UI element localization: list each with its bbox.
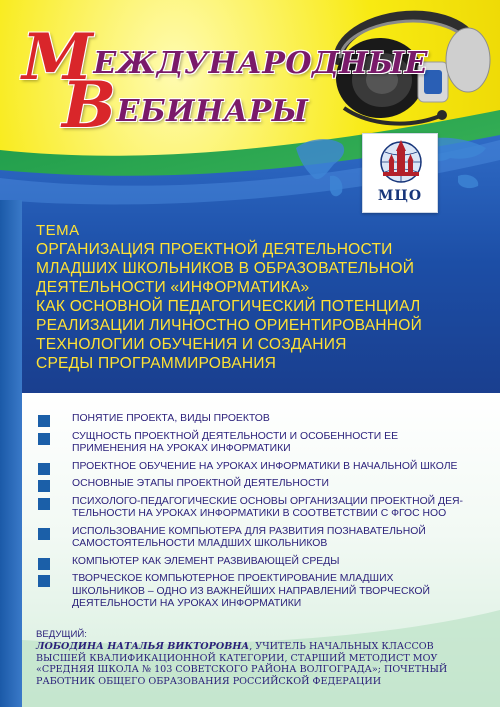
host-info: [36, 641, 476, 687]
host-line: «СРЕДНЯЯ ШКОЛА № 103 СОВЕТСКОГО РАЙОНА ВОЛГОГРАДА»; ПОЧЕТНЫЙ: [36, 664, 448, 676]
agenda-item-text: СУЩНОСТЬ ПРОЕКТНОЙ ДЕЯТЕЛЬНОСТИ И ОСОБЕННОСТИ ЕЕ: [72, 430, 399, 442]
host-line: [36, 641, 476, 653]
title-rest-2: ЕБИНАРЫ: [116, 94, 309, 129]
topic-line: ДЕЯТЕЛЬНОСТИ «ИНФОРМАТИКА»: [36, 279, 310, 296]
logo-text: МЦО: [377, 188, 423, 204]
host-name: ЛОБОДИНА НАТАЛЬЯ ВИКТОРОВНА: [36, 641, 250, 652]
agenda-list: [36, 413, 476, 616]
agenda-item: [36, 461, 476, 474]
title-initial-2: В: [62, 68, 117, 143]
agenda-item: [36, 573, 476, 611]
organization-logo: [362, 133, 438, 213]
title-rest-1: ЕЖДУНАРОДНЫЕ: [93, 46, 428, 81]
agenda-item-text: САМОСТОЯТЕЛЬНОСТИ МЛАДШИХ ШКОЛЬНИКОВ: [72, 538, 328, 549]
kremlin-globe-icon: [371, 138, 431, 184]
bullet-square-icon: [38, 463, 50, 475]
topic-label: ТЕМА: [36, 222, 80, 239]
topic-line: РЕАЛИЗАЦИИ ЛИЧНОСТНО ОРИЕНТИРОВАННОЙ: [36, 317, 422, 334]
host-label: ВЕДУЩИЙ:: [36, 629, 87, 640]
topic-line: СРЕДЫ ПРОГРАММИРОВАНИЯ: [36, 355, 277, 372]
topic-line: ТЕХНОЛОГИИ ОБУЧЕНИЯ И СОЗДАНИЯ: [36, 336, 347, 353]
host-line: ВЫСШЕЙ КВАЛИФИКАЦИОННОЙ КАТЕГОРИИ, СТАРШИЙ МЕТОДИСТ МОУ: [36, 652, 438, 664]
host-position: , УЧИТЕЛЬ НАЧАЛЬНЫХ КЛАССОВ: [249, 641, 434, 652]
agenda-item-text: КОМПЬЮТЕР КАК ЭЛЕМЕНТ РАЗВИВАЮЩЕЙ СРЕДЫ: [72, 555, 340, 567]
bullet-square-icon: [38, 575, 50, 587]
host-line: РАБОТНИК ОБЩЕГО ОБРАЗОВАНИЯ РОССИЙСКОЙ ФЕДЕРАЦИИ: [36, 675, 382, 687]
agenda-item-text: ПРОЕКТНОЕ ОБУЧЕНИЕ НА УРОКАХ ИНФОРМАТИКИ В НАЧАЛЬНОЙ ШКОЛЕ: [72, 460, 458, 472]
agenda-item: [36, 496, 476, 521]
agenda-item-text: ДЕЯТЕЛЬНОСТИ НА УРОКАХ ИНФОРМАТИКИ: [72, 598, 302, 609]
agenda-item-text: ТВОРЧЕСКОЕ КОМПЬЮТЕРНОЕ ПРОЕКТИРОВАНИЕ МЛАДШИХ: [72, 573, 394, 584]
topic-line: МЛАДШИХ ШКОЛЬНИКОВ В ОБРАЗОВАТЕЛЬНОЙ: [36, 260, 415, 277]
agenda-item: [36, 431, 476, 456]
topic-line: КАК ОСНОВНОЙ ПЕДАГОГИЧЕСКИЙ ПОТЕНЦИАЛ: [36, 298, 421, 315]
agenda-item-text: ПРИМЕНЕНИЯ НА УРОКАХ ИНФОРМАТИКИ: [72, 443, 291, 454]
bullet-square-icon: [38, 415, 50, 427]
bullet-square-icon: [38, 558, 50, 570]
bullet-square-icon: [38, 528, 50, 540]
agenda-item: [36, 413, 476, 426]
topic-title: [36, 240, 486, 373]
bullet-square-icon: [38, 498, 50, 510]
agenda-item: [36, 526, 476, 551]
agenda-item-text: ИСПОЛЬЗОВАНИЕ КОМПЬЮТЕРА ДЛЯ РАЗВИТИЯ ПОЗНАВАТЕЛЬНОЙ: [72, 525, 426, 537]
agenda-item-text: ПСИХОЛОГО-ПЕДАГОГИЧЕСКИЕ ОСНОВЫ ОРГАНИЗАЦИИ ПРОЕКТНОЙ ДЕЯ-: [72, 495, 463, 507]
bullet-square-icon: [38, 480, 50, 492]
agenda-item: [36, 478, 476, 491]
topic-line: ОРГАНИЗАЦИЯ ПРОЕКТНОЙ ДЕЯТЕЛЬНОСТИ: [36, 241, 393, 258]
bullet-square-icon: [38, 433, 50, 445]
agenda-item-text: ПОНЯТИЕ ПРОЕКТА, ВИДЫ ПРОЕКТОВ: [72, 413, 270, 424]
agenda-item-text: ОСНОВНЫЕ ЭТАПЫ ПРОЕКТНОЙ ДЕЯТЕЛЬНОСТИ: [72, 478, 329, 489]
agenda-item-text: ШКОЛЬНИКОВ – ОДНО ИЗ ВАЖНЕЙШИХ НАПРАВЛЕНИЙ ТВОРЧЕСКОЙ: [72, 585, 430, 597]
agenda-item: [36, 556, 476, 569]
title-initial-1: М: [22, 20, 94, 95]
agenda-item-text: ТЕЛЬНОСТИ НА УРОКАХ ИНФОРМАТИКИ В СООТВЕТСТВИИ С ФГОС НОО: [72, 508, 447, 519]
title-line-2: [62, 68, 308, 143]
